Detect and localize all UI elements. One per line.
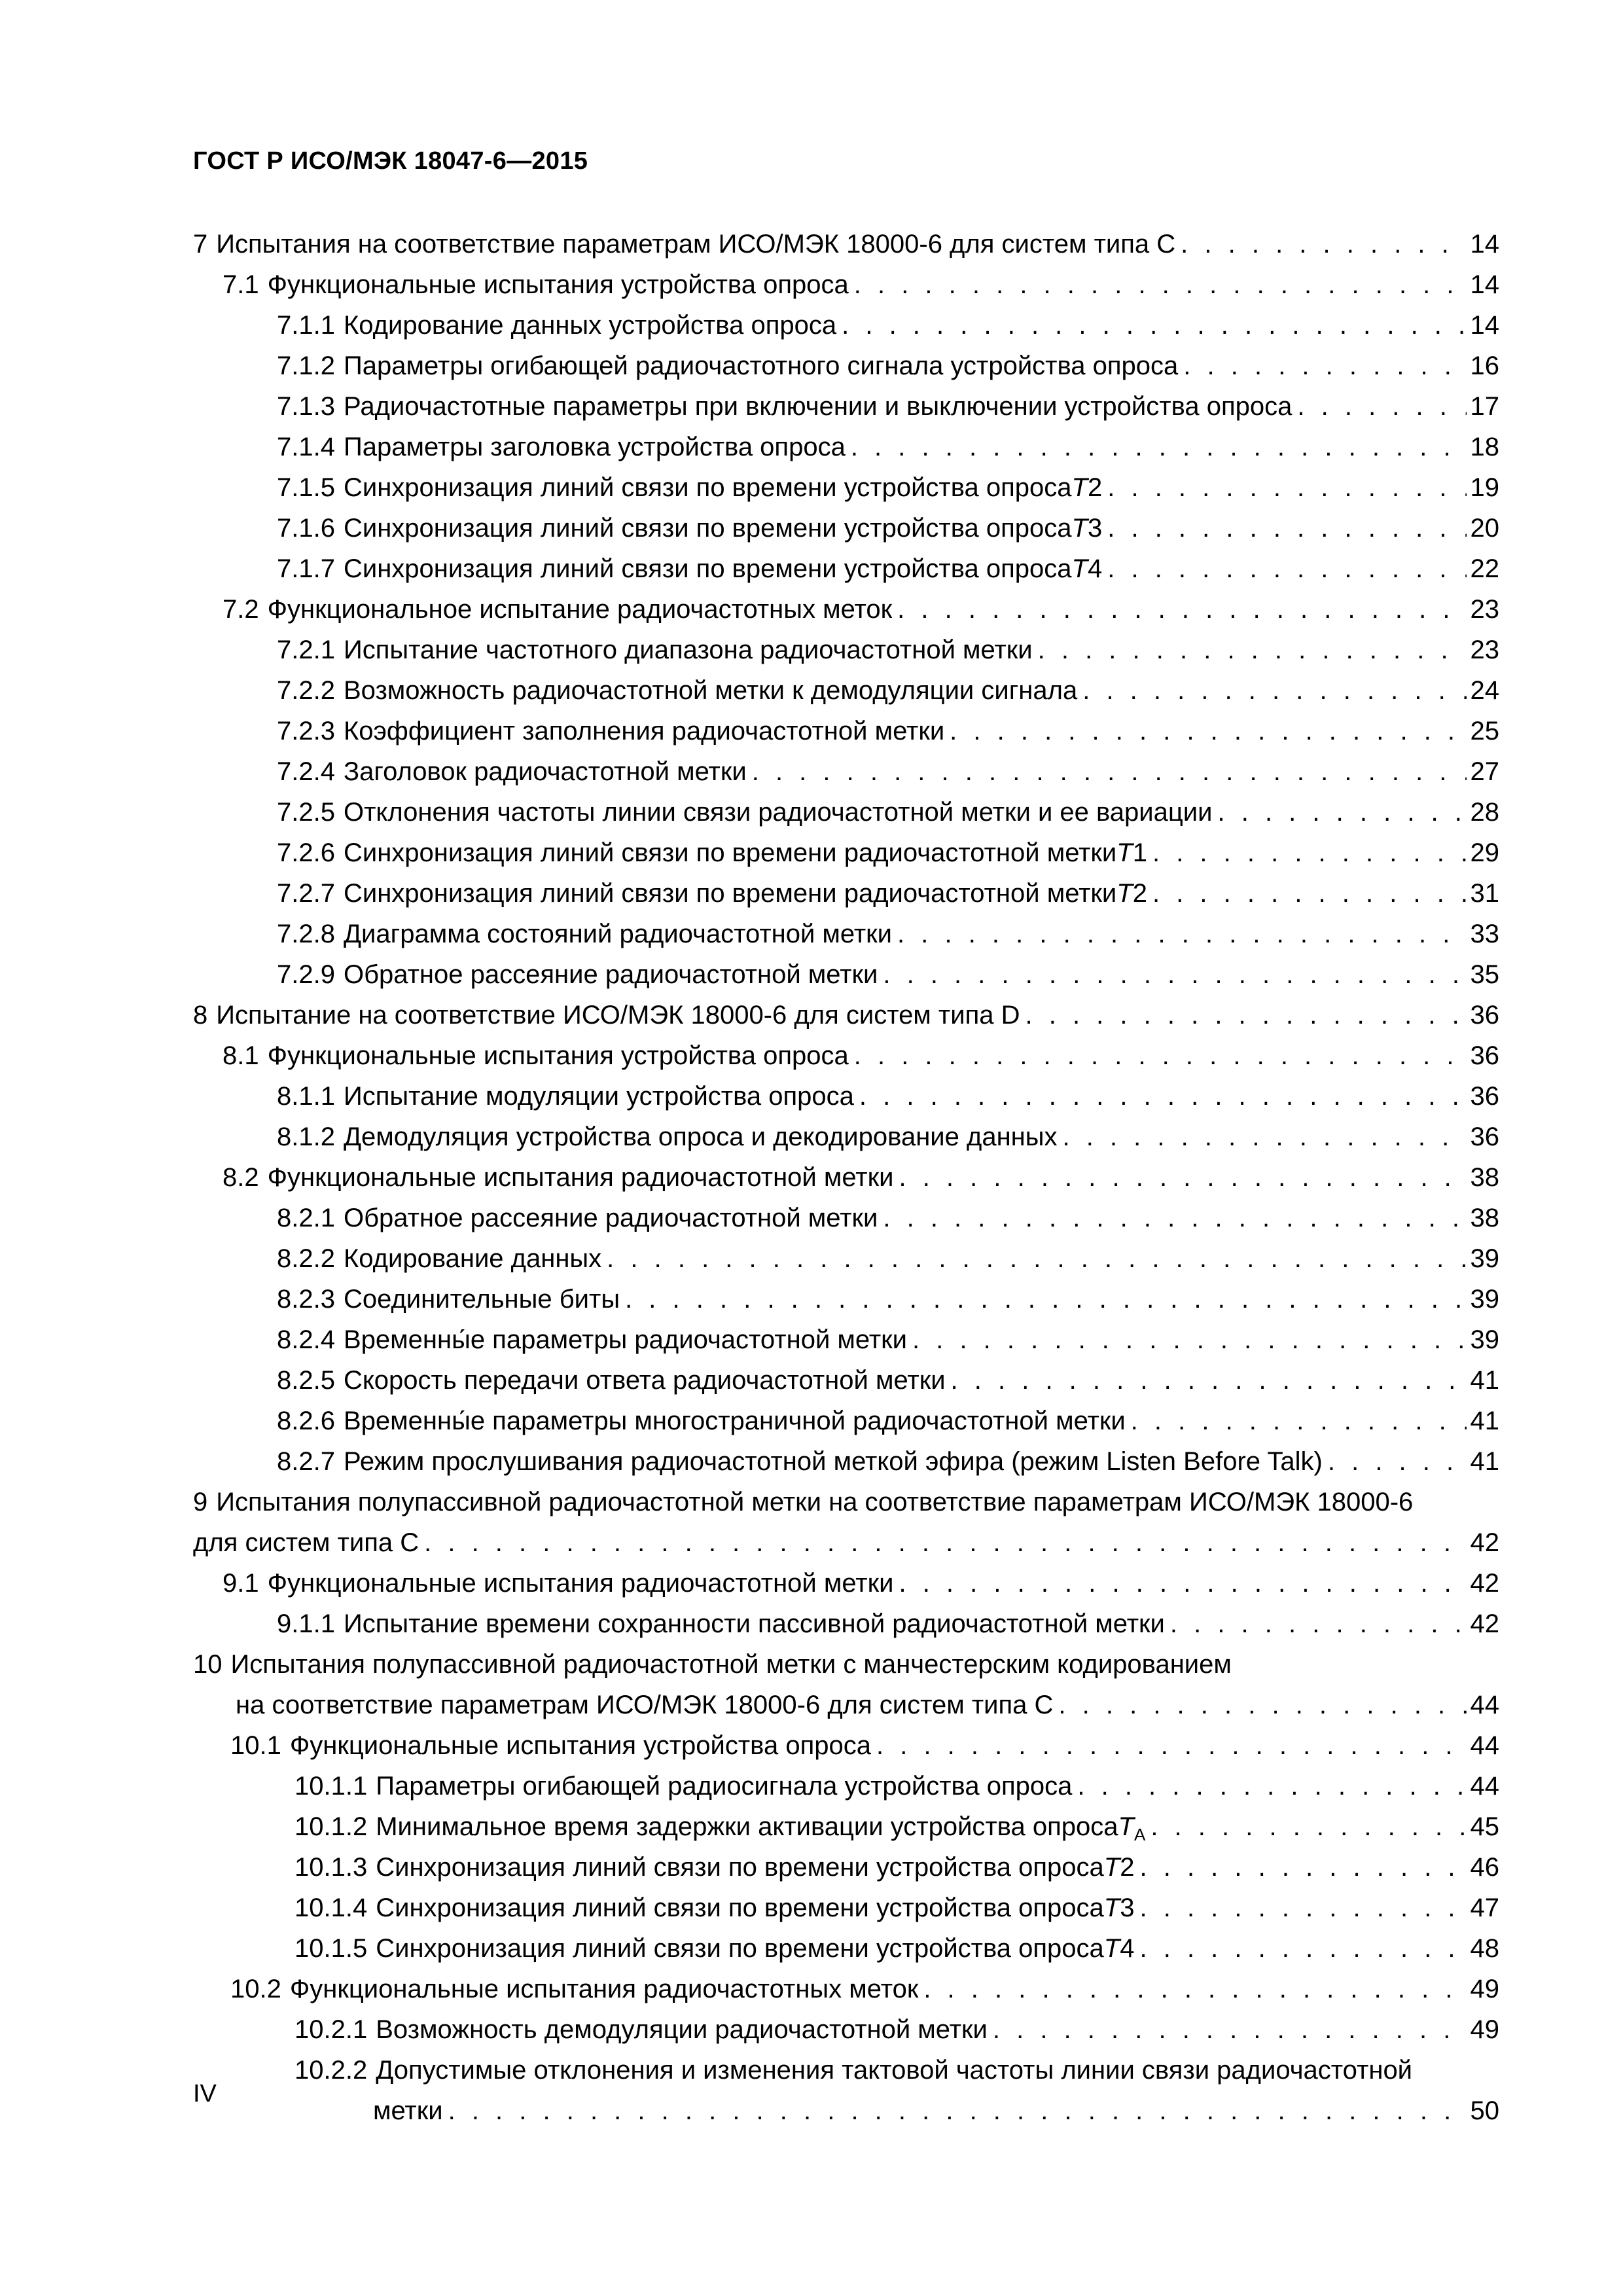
toc-entry-page: 23 [1470,636,1499,664]
toc-entry-number: 8.2.5 [277,1366,335,1395]
toc-entry-title: Синхронизация линий связи по времени устройства опроса [376,1934,1104,1963]
toc-entry-number: 10.1.4 [294,1893,368,1922]
toc-entry [193,792,1499,833]
toc-entry-number: 10.1.2 [294,1812,368,1841]
toc-entry-page: 16 [1470,351,1499,380]
toc-entry [193,1482,1499,1522]
toc-entry-number: 10.2.2 [294,2056,368,2085]
toc-entry-page: 44 [1470,1691,1499,1719]
toc-entry-number: 10 [193,1650,223,1679]
toc-entry-number: 10.1.3 [294,1853,368,1882]
toc-entry-symbol-letter: T [1103,1893,1120,1922]
toc-entry [193,1888,1499,1928]
toc-entry-page: 48 [1470,1934,1499,1963]
toc-dot-leader [993,2009,1467,2050]
toc-entry-number: 7.1.3 [277,392,335,421]
toc-entry [193,630,1499,670]
toc-entry-number: 8.2.7 [277,1447,335,1476]
toc-entry-page: 44 [1470,1731,1499,1760]
toc-entry-title: Временны́е параметры радиочастотной метки [343,1325,907,1354]
toc-entry-number: 7.1.4 [277,433,335,461]
toc-entry-title: Отклонения частоты линии связи радиочастотной метки и ее вариации [343,798,1213,827]
toc-entry [193,1076,1499,1117]
toc-entry-title: Минимальное время задержки активации устройства опроса [376,1812,1118,1841]
toc-entry-title: Функциональное испытание радиочастотных меток [267,595,893,624]
toc-entry-title: Функциональные испытания радиочастотных меток [289,1975,919,2003]
toc-entry-number: 7.2.7 [277,879,335,908]
toc-entry [193,1319,1499,1360]
toc-entry-number: 7.1.2 [277,351,335,380]
toc-dot-leader [1058,1685,1466,1725]
toc-entry-symbol: T2 [1103,1853,1135,1882]
toc-entry-number: 9 [193,1488,208,1516]
toc-dot-leader [1218,792,1467,833]
toc-entry-title: Скорость передачи ответа радиочастотной метки [343,1366,946,1395]
toc-dot-leader [951,1360,1467,1401]
toc-entry-title: Функциональные испытания устройства опроса [289,1731,871,1760]
toc-entry [193,1928,1499,1969]
toc-dot-leader [1139,1888,1466,1928]
toc-entry-number: 10.1 [230,1731,281,1760]
toc-entry [193,1685,1499,1725]
toc-entry-number: 10.1.1 [294,1772,368,1801]
toc-entry [193,1117,1499,1157]
toc-entry-symbol: T2 [1071,473,1103,502]
toc-entry-symbol-letter: T [1071,554,1088,583]
toc-entry-title: Синхронизация линий связи по времени радиочастотной метки [343,838,1117,867]
toc-entry-page: 24 [1470,676,1499,705]
toc-entry-page: 14 [1470,230,1499,259]
toc-dot-leader [1139,1847,1466,1888]
toc-entry-title: Испытание частотного диапазона радиочастотной метки [343,636,1033,664]
toc-dot-leader [1170,1604,1467,1644]
toc-entry-title: Испытание модуляции устройства опроса [343,1082,854,1111]
toc-entry-symbol: T4 [1103,1934,1135,1963]
toc-entry-number: 8.1.2 [277,1122,335,1151]
toc-entry [193,548,1499,589]
toc-entry-page: 42 [1470,1569,1499,1598]
toc-dot-leader [1152,873,1467,914]
toc-entry-number: 7.1.5 [277,473,335,502]
toc-dot-leader [752,751,1467,792]
toc-entry-number: 8.2 [223,1163,259,1192]
toc-dot-leader [448,2090,1467,2131]
toc-entry [193,1644,1499,1685]
toc-entry [193,1401,1499,1441]
toc-entry-page: 38 [1470,1163,1499,1192]
toc-entry [193,1522,1499,1563]
toc-entry [193,2090,1499,2131]
toc-entry-symbol-letter: T [1071,473,1088,502]
toc-entry-title: Испытания полупассивной радиочастотной метки с манчестерским кодированием [230,1650,1232,1679]
toc-entry-title: Обратное рассеяние радиочастотной метки [343,960,878,989]
toc-entry-title: Испытания на соответствие параметрам ИСО/МЭК 18000-6 для систем типа С [216,230,1176,259]
toc-dot-leader [854,1035,1467,1076]
toc-entry-title: Возможность радиочастотной метки к демодуляции сигнала [343,676,1078,705]
toc-entry-number: 8.1.1 [277,1082,335,1111]
toc-entry-number: 9.1 [223,1569,259,1598]
toc-entry-page: 17 [1470,392,1499,421]
toc-dot-leader [1038,630,1467,670]
toc-dot-leader [876,1725,1467,1766]
toc-entry-title: Синхронизация линий связи по времени устройства опроса [343,554,1072,583]
toc-entry-page: 29 [1470,838,1499,867]
toc-dot-leader [1107,548,1466,589]
toc-entry [193,589,1499,630]
toc-entry [193,670,1499,711]
toc-entry [193,2009,1499,2050]
toc-entry [193,264,1499,305]
toc-entry-page: 47 [1470,1893,1499,1922]
toc-entry-title: Допустимые отклонения и изменения тактовой частоты линии связи радиочастотной [376,2056,1413,2085]
toc-entry [193,1157,1499,1198]
toc-dot-leader [923,1969,1466,2009]
toc-entry-page: 45 [1470,1812,1499,1841]
toc-entry-title: Испытание на соответствие ИСО/МЭК 18000-6 для систем типа D [216,1001,1020,1030]
toc-entry-page: 36 [1470,1001,1499,1030]
toc-entry-symbol-letter: T [1118,1812,1134,1841]
toc-dot-leader [1297,386,1466,427]
toc-dot-leader [424,1522,1466,1563]
toc-entry-number: 7.2.8 [277,920,335,948]
toc-entry-number: 8.2.4 [277,1325,335,1354]
toc-entry-symbol: T1 [1116,838,1147,867]
toc-entry-number: 7.2.4 [277,757,335,786]
toc-entry-number: 7.1.6 [277,514,335,543]
toc-dot-leader [625,1279,1466,1319]
toc-entry [193,711,1499,751]
toc-entry-title: метки [373,2096,443,2125]
toc-entry [193,508,1499,548]
toc-entry [193,386,1499,427]
toc-entry-page: 39 [1470,1325,1499,1354]
toc-entry-symbol: T4 [1071,554,1103,583]
toc-dot-leader [1328,1441,1467,1482]
toc-dot-leader [607,1238,1466,1279]
toc-entry-page: 36 [1470,1041,1499,1070]
toc-dot-leader [1077,1766,1466,1806]
toc-entry-title: Режим прослушивания радиочастотной меткой эфира (режим Listen Before Talk) [343,1447,1323,1476]
toc-dot-leader [883,1198,1466,1238]
toc-entry [193,1198,1499,1238]
toc-entry-title: Возможность демодуляции радиочастотной метки [376,2015,988,2044]
toc-entry-title: Кодирование данных [343,1244,602,1273]
toc-entry-symbol-letter: T [1103,1853,1120,1882]
toc-entry-number: 8 [193,1001,208,1030]
toc-entry-title: Радиочастотные параметры при включении и выключении устройства опроса [343,392,1293,421]
toc-entry-symbol: T3 [1071,514,1103,543]
toc-entry-number: 7.1.1 [277,311,335,340]
toc-entry-title: Параметры огибающей радиосигнала устройства опроса [376,1772,1073,1801]
toc-entry-subscript: A [1133,1825,1146,1844]
toc-entry-title: на соответствие параметрам ИСО/МЭК 18000-6 для систем типа С [236,1691,1054,1719]
toc-entry-page: 44 [1470,1772,1499,1801]
toc-entry-number: 7.2.5 [277,798,335,827]
toc-entry [193,833,1499,873]
toc-dot-leader [899,1563,1466,1604]
toc-entry [193,346,1499,386]
toc-entry-page: 18 [1470,433,1499,461]
toc-dot-leader [1063,1117,1467,1157]
toc-entry [193,873,1499,914]
toc-entry-title: Функциональные испытания радиочастотной метки [267,1163,894,1192]
toc-dot-leader [1152,833,1467,873]
toc-entry-title: Функциональные испытания устройства опроса [267,270,849,299]
toc-entry [193,914,1499,954]
toc-entry-title: Испытания полупассивной радиочастотной метки на соответствие параметрам ИСО/МЭК 18000-6 [216,1488,1414,1516]
toc-entry-page: 50 [1470,2096,1499,2125]
toc-entry-number: 8.1 [223,1041,259,1070]
toc-entry-number: 9.1.1 [277,1609,335,1638]
toc-entry-page: 36 [1470,1122,1499,1151]
toc-entry-number: 10.2.1 [294,2015,368,2044]
toc-entry-symbol-letter: T [1116,838,1133,867]
toc-entry-page: 14 [1470,311,1499,340]
toc-entry-page: 25 [1470,717,1499,745]
toc-entry-page: 36 [1470,1082,1499,1111]
toc-entry [193,1725,1499,1766]
toc-entry-page: 42 [1470,1609,1499,1638]
toc-entry-number: 7.2.9 [277,960,335,989]
toc-dot-leader [1183,346,1466,386]
toc-entry [193,1035,1499,1076]
toc-entry-title: Соединительные биты [343,1285,620,1314]
toc-entry [193,1441,1499,1482]
toc-entry [193,467,1499,508]
toc-entry-number: 10.2 [230,1975,281,2003]
toc-entry-number: 7.1 [223,270,259,299]
toc-dot-leader [1139,1928,1466,1969]
toc-dot-leader [897,914,1466,954]
toc-entry-title: Функциональные испытания радиочастотной метки [267,1569,894,1598]
table-of-contents [193,224,1499,2131]
toc-entry-title: Функциональные испытания устройства опроса [267,1041,849,1070]
toc-entry [193,305,1499,346]
toc-entry-title: Синхронизация линий связи по времени радиочастотной метки [343,879,1117,908]
toc-entry-title: Кодирование данных устройства опроса [343,311,837,340]
toc-entry-page: 46 [1470,1853,1499,1882]
toc-dot-leader [899,1157,1466,1198]
toc-entry-number: 7.2.2 [277,676,335,705]
toc-entry-title: Синхронизация линий связи по времени устройства опроса [343,473,1072,502]
toc-entry [193,1969,1499,2009]
toc-dot-leader [912,1319,1467,1360]
toc-entry-page: 39 [1470,1244,1499,1273]
toc-entry-page: 41 [1470,1407,1499,1435]
toc-entry-page: 41 [1470,1447,1499,1476]
toc-entry-page: 38 [1470,1204,1499,1232]
toc-entry-title: Заголовок радиочастотной метки [343,757,747,786]
toc-entry-number: 8.2.2 [277,1244,335,1273]
toc-entry-symbol-letter: T [1116,879,1133,908]
toc-dot-leader [1150,1806,1466,1847]
toc-entry-number: 7.2 [223,595,259,624]
toc-dot-leader [859,1076,1467,1117]
toc-entry-symbol-letter: T [1103,1934,1120,1963]
toc-entry-title: Синхронизация линий связи по времени устройства опроса [343,514,1072,543]
toc-entry [193,1766,1499,1806]
toc-entry-number: 8.2.6 [277,1407,335,1435]
toc-dot-leader [950,711,1466,751]
toc-entry [193,1360,1499,1401]
toc-entry-title: Синхронизация линий связи по времени устройства опроса [376,1893,1104,1922]
toc-dot-leader [897,589,1466,630]
toc-dot-leader [854,264,1467,305]
toc-entry [193,427,1499,467]
toc-entry-page: 41 [1470,1366,1499,1395]
toc-entry [193,1806,1499,1847]
toc-entry-page: 31 [1470,879,1499,908]
toc-entry-title: Параметры заголовка устройства опроса [343,433,846,461]
toc-entry-symbol-letter: T [1071,514,1088,543]
toc-dot-leader [842,305,1466,346]
toc-entry [193,224,1499,264]
toc-dot-leader [1181,224,1466,264]
toc-entry-title: Синхронизация линий связи по времени устройства опроса [376,1853,1104,1882]
toc-entry-title: для систем типа С [193,1528,419,1557]
toc-entry-page: 19 [1470,473,1499,502]
toc-entry-symbol: T3 [1103,1893,1135,1922]
toc-entry-page: 20 [1470,514,1499,543]
toc-entry [193,995,1499,1035]
toc-entry [193,1847,1499,1888]
toc-entry-title: Временны́е параметры многостраничной радиочастотной метки [343,1407,1126,1435]
toc-dot-leader [1131,1401,1467,1441]
toc-entry-title: Диаграмма состояний радиочастотной метки [343,920,893,948]
toc-dot-leader [1082,670,1466,711]
toc-entry-title: Обратное рассеяние радиочастотной метки [343,1204,878,1232]
toc-entry-number: 7 [193,230,208,259]
toc-entry-title: Испытание времени сохранности пассивной радиочастотной метки [343,1609,1165,1638]
toc-entry-number: 7.2.6 [277,838,335,867]
toc-entry-page: 14 [1470,270,1499,299]
toc-entry [193,1238,1499,1279]
toc-entry [193,2050,1499,2090]
toc-entry-number: 7.1.7 [277,554,335,583]
toc-entry-number: 10.1.5 [294,1934,368,1963]
toc-entry-page: 27 [1470,757,1499,786]
toc-dot-leader [1026,995,1467,1035]
toc-dot-leader [1107,508,1466,548]
toc-entry [193,1563,1499,1604]
page-number: IV [193,2080,217,2108]
toc-entry [193,1604,1499,1644]
toc-entry [193,1279,1499,1319]
toc-entry-title: Коэффициент заполнения радиочастотной метки [343,717,945,745]
toc-entry-page: 28 [1470,798,1499,827]
toc-entry-page: 49 [1470,2015,1499,2044]
toc-entry-page: 33 [1470,920,1499,948]
toc-dot-leader [851,427,1467,467]
toc-entry [193,954,1499,995]
toc-entry-title: Параметры огибающей радиочастотного сигнала устройства опроса [343,351,1179,380]
toc-entry-number: 7.2.1 [277,636,335,664]
toc-entry-page: 22 [1470,554,1499,583]
toc-dot-leader [883,954,1466,995]
toc-entry-number: 8.2.1 [277,1204,335,1232]
toc-entry-number: 8.2.3 [277,1285,335,1314]
toc-entry-page: 49 [1470,1975,1499,2003]
document-header: ГОСТ Р ИСО/МЭК 18047-6—2015 [193,147,588,175]
toc-dot-leader [1107,467,1466,508]
toc-entry-page: 35 [1470,960,1499,989]
toc-entry [193,751,1499,792]
toc-entry-number: 7.2.3 [277,717,335,745]
toc-entry-symbol: T2 [1116,879,1147,908]
toc-entry-page: 39 [1470,1285,1499,1314]
toc-entry-title: Демодуляция устройства опроса и декодирование данных [343,1122,1058,1151]
toc-entry-page: 23 [1470,595,1499,624]
toc-entry-page: 42 [1470,1528,1499,1557]
